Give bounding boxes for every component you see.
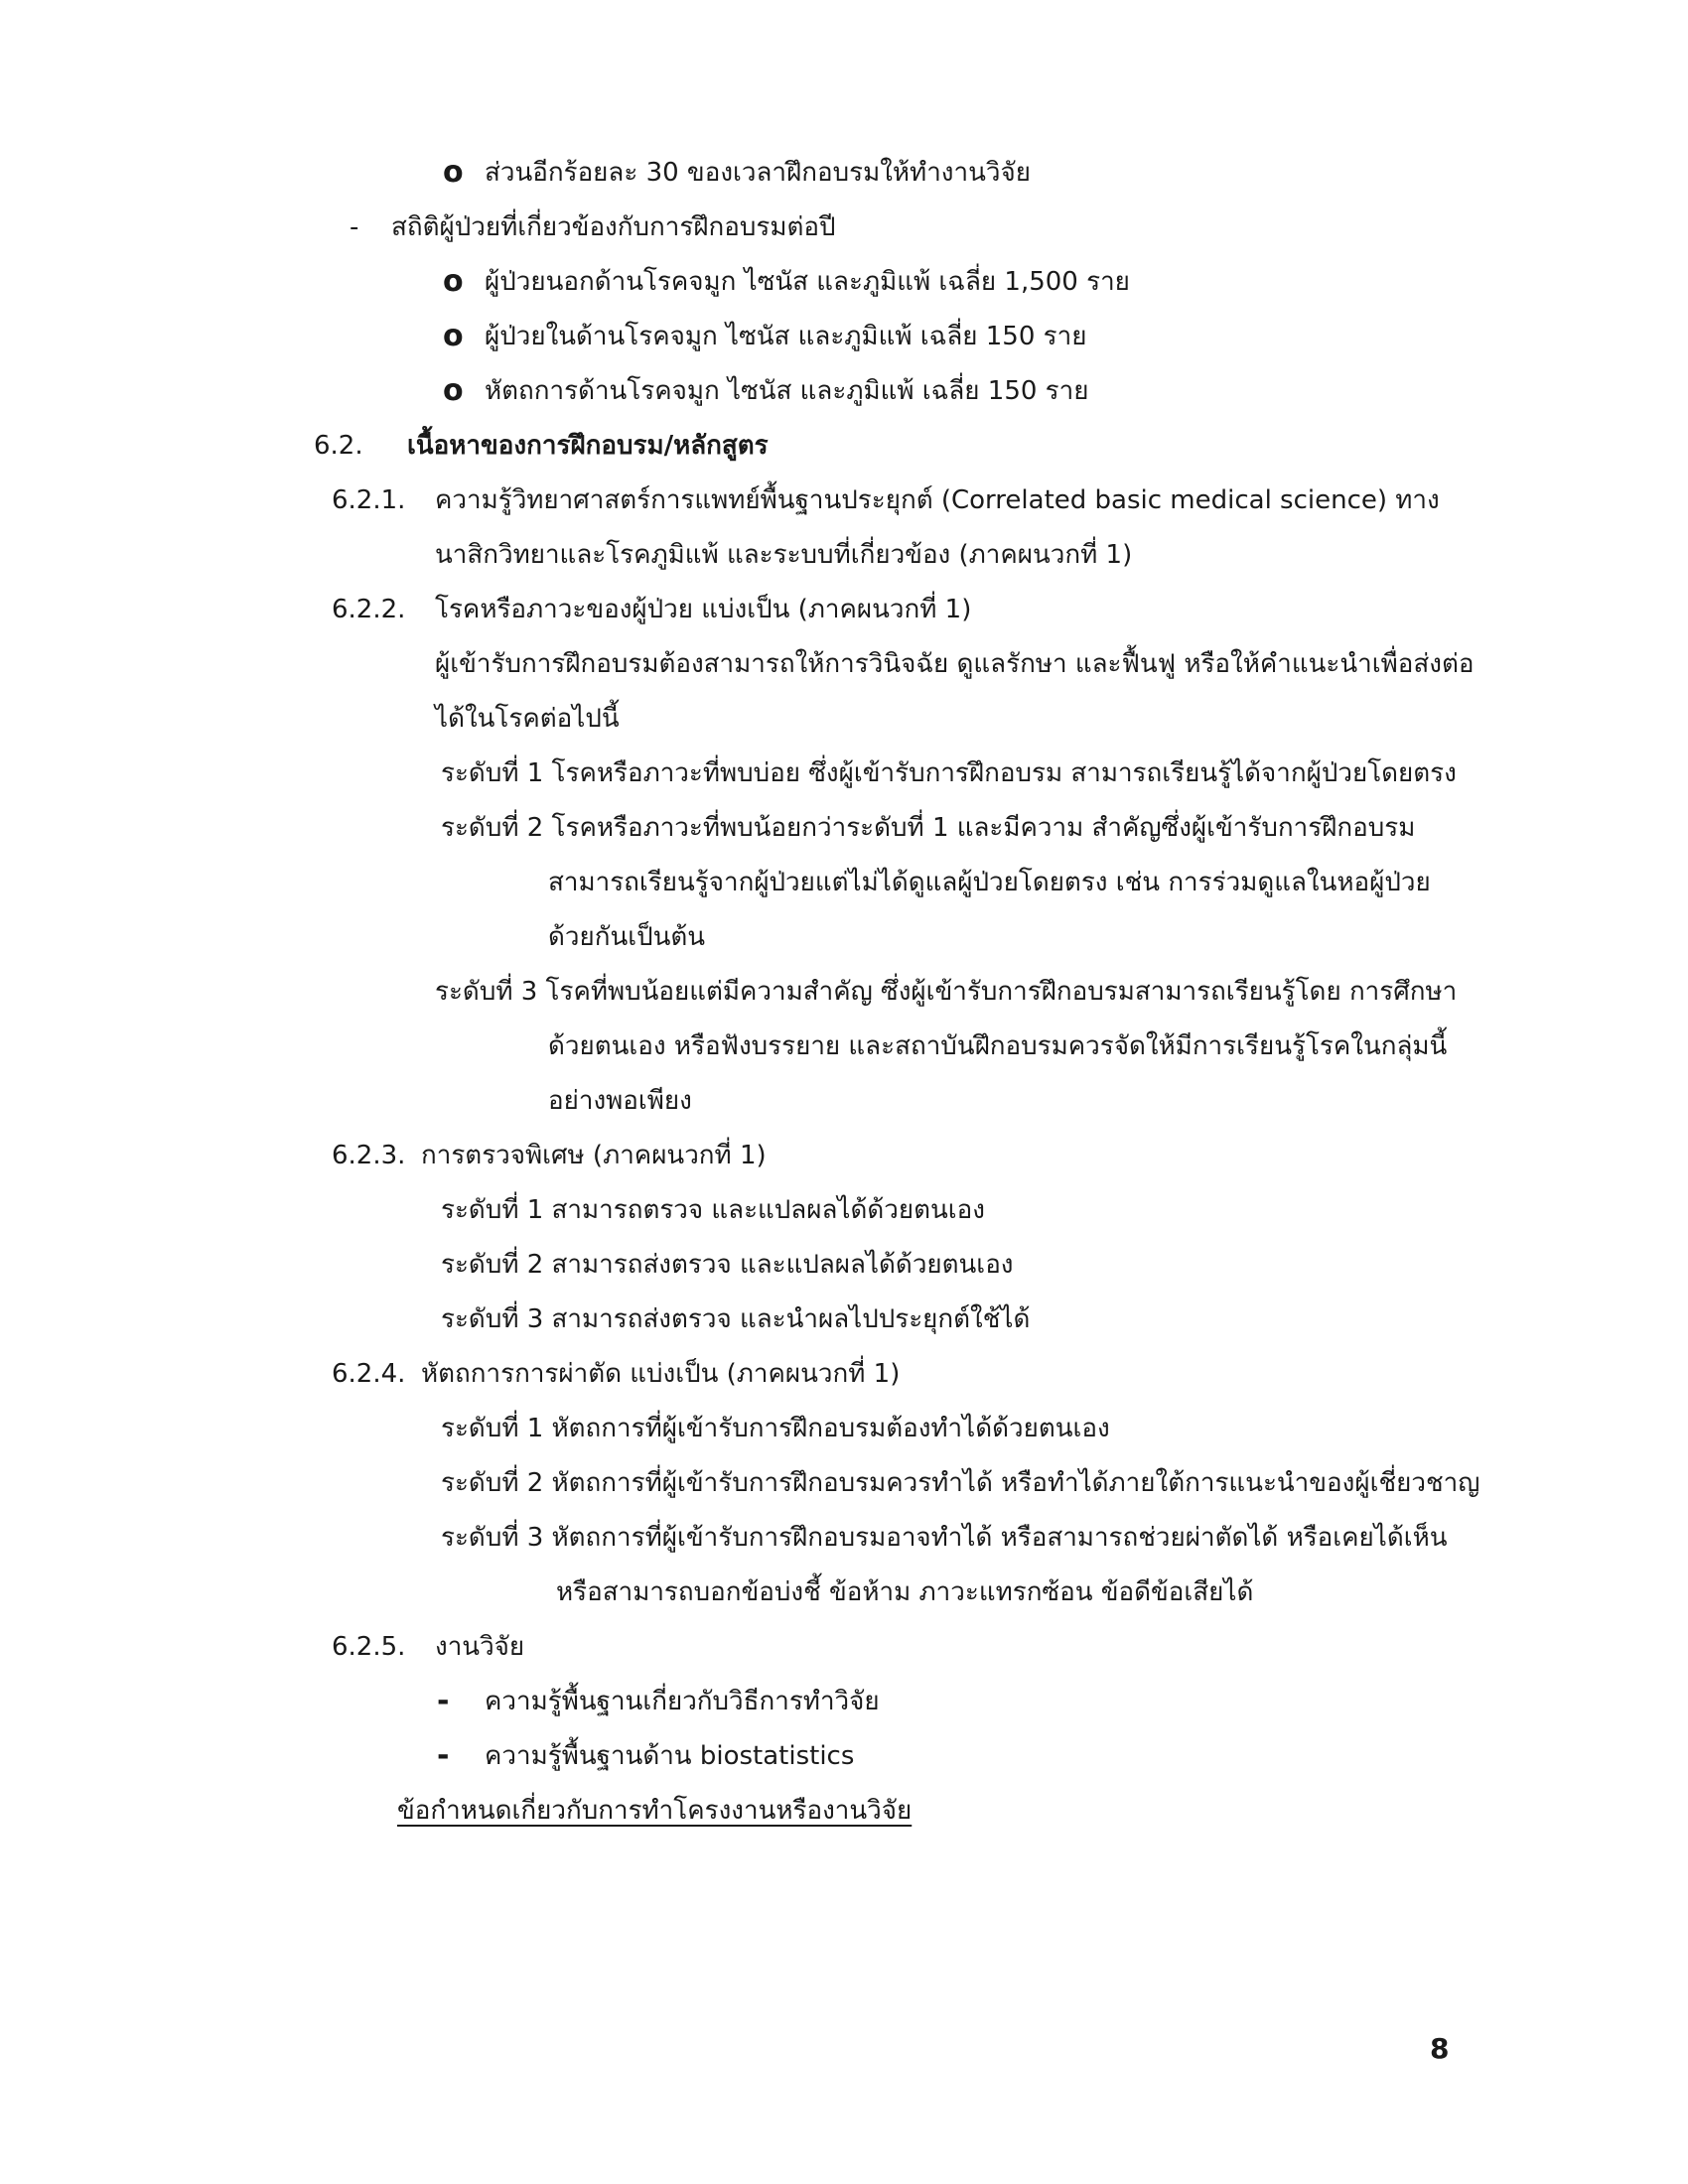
page-number: 8 [1430, 2032, 1450, 2065]
patient-stat-item: ผู้ป่วยในด้านโรคจมูก ไซนัส และภูมิแพ้ เฉลี่ย 150 ราย [485, 322, 1087, 351]
circle-bullet-icon: o [443, 264, 464, 299]
section-heading: เนื้อหาของการฝึกอบรม/หลักสูตร [407, 431, 769, 461]
subsection-text: นาสิกวิทยาและโรคภูมิแพ้ และระบบที่เกี่ยวข้อง (ภาคผนวกที่ 1) [435, 540, 1133, 570]
subsection-number: 6.2.3. [332, 1141, 406, 1170]
patient-stats-title: สถิติผู้ป่วยที่เกี่ยวข้องกับการฝึกอบรมต่อปี [391, 212, 836, 242]
level-item: ระดับที่ 1 โรคหรือภาวะที่พบบ่อย ซึ่งผู้เข้ารับการฝึกอบรม สามารถเรียนรู้ได้จากผู้ป่วยโดยตรง [441, 758, 1457, 788]
research-item: ความรู้พื้นฐานเกี่ยวกับวิธีการทำวิจัย [485, 1687, 880, 1716]
subsection-number: 6.2.5. [332, 1632, 406, 1662]
level-item-continuation: หรือสามารถบอกข้อบ่งชี้ ข้อห้าม ภาวะแทรกซ้อน ข้อดีข้อเสียได้ [556, 1577, 1254, 1607]
requirements-heading: ข้อกำหนดเกี่ยวกับการทำโครงงานหรืองานวิจัย [397, 1796, 913, 1826]
level-item: ระดับที่ 2 หัตถการที่ผู้เข้ารับการฝึกอบรมควรทำได้ หรือทำได้ภายใต้การแนะนำของผู้เชี่ยวชาญ [441, 1468, 1480, 1498]
subsection-number: 6.2.4. [332, 1359, 406, 1389]
level-item: ระดับที่ 3 สามารถส่งตรวจ และนำผลไปประยุกต์ใช้ได้ [441, 1304, 1031, 1334]
research-item: ความรู้พื้นฐานด้าน biostatistics [485, 1741, 855, 1771]
research-time-line: ส่วนอีกร้อยละ 30 ของเวลาฝึกอบรมให้ทำงานวิจัย [485, 158, 1031, 188]
subsection-title: หัตถการการผ่าตัด แบ่งเป็น (ภาคผนวกที่ 1) [421, 1359, 901, 1389]
dash-bullet-icon: - [437, 1738, 450, 1773]
subsection-number: 6.2.1. [332, 485, 406, 515]
level-item: ระดับที่ 1 สามารถตรวจ และแปลผลได้ด้วยตนเอง [441, 1195, 985, 1225]
paragraph-text: ได้ในโรคต่อไปนี้ [435, 704, 620, 734]
level-item: ระดับที่ 1 หัตถการที่ผู้เข้ารับการฝึกอบรมต้องทำได้ด้วยตนเอง [441, 1414, 1110, 1443]
level-item-continuation: ด้วยกันเป็นต้น [548, 922, 706, 952]
dash-bullet-icon: - [437, 1684, 450, 1718]
circle-bullet-icon: o [443, 155, 464, 190]
level-item: ระดับที่ 2 สามารถส่งตรวจ และแปลผลได้ด้วยตนเอง [441, 1250, 1014, 1280]
dash-bullet-icon: - [350, 212, 359, 242]
patient-stat-item: หัตถการด้านโรคจมูก ไซนัส และภูมิแพ้ เฉลี่ย 150 ราย [485, 376, 1089, 406]
circle-bullet-icon: o [443, 373, 464, 408]
level-item: ระดับที่ 2 โรคหรือภาวะที่พบน้อยกว่าระดับที่ 1 และมีความ สำคัญซึ่งผู้เข้ารับการฝึกอบรม [441, 813, 1416, 843]
level-item: ระดับที่ 3 โรคที่พบน้อยแต่มีความสำคัญ ซึ่งผู้เข้ารับการฝึกอบรมสามารถเรียนรู้โดย การศึกษา [435, 977, 1458, 1007]
subsection-number: 6.2.2. [332, 595, 406, 624]
level-item-continuation: สามารถเรียนรู้จากผู้ป่วยแต่ไม่ได้ดูแลผู้ป่วยโดยตรง เช่น การร่วมดูแลในหอผู้ป่วย [548, 868, 1431, 897]
patient-stat-item: ผู้ป่วยนอกด้านโรคจมูก ไซนัส และภูมิแพ้ เฉลี่ย 1,500 ราย [485, 267, 1130, 297]
subsection-title: การตรวจพิเศษ (ภาคผนวกที่ 1) [421, 1141, 767, 1170]
level-item: ระดับที่ 3 หัตถการที่ผู้เข้ารับการฝึกอบรมอาจทำได้ หรือสามารถช่วยผ่าตัดได้ หรือเคยได้เห็น [441, 1523, 1448, 1553]
subsection-text: ความรู้วิทยาศาสตร์การแพทย์พื้นฐานประยุกต์ (Correlated basic medical science) ทาง [435, 485, 1440, 515]
subsection-title: งานวิจัย [435, 1632, 525, 1662]
section-number: 6.2. [314, 431, 363, 461]
level-item-continuation: อย่างพอเพียง [548, 1086, 692, 1116]
subsection-title: โรคหรือภาวะของผู้ป่วย แบ่งเป็น (ภาคผนวกที่ 1) [435, 595, 972, 624]
paragraph-text: ผู้เข้ารับการฝึกอบรมต้องสามารถให้การวินิจฉัย ดูแลรักษา และฟื้นฟู หรือให้คำแนะนำเพื่อส่งต่อ [435, 649, 1475, 679]
level-item-continuation: ด้วยตนเอง หรือฟังบรรยาย และสถาบันฝึกอบรมควรจัดให้มีการเรียนรู้โรคในกลุ่มนี้ [548, 1031, 1448, 1061]
circle-bullet-icon: o [443, 319, 464, 353]
